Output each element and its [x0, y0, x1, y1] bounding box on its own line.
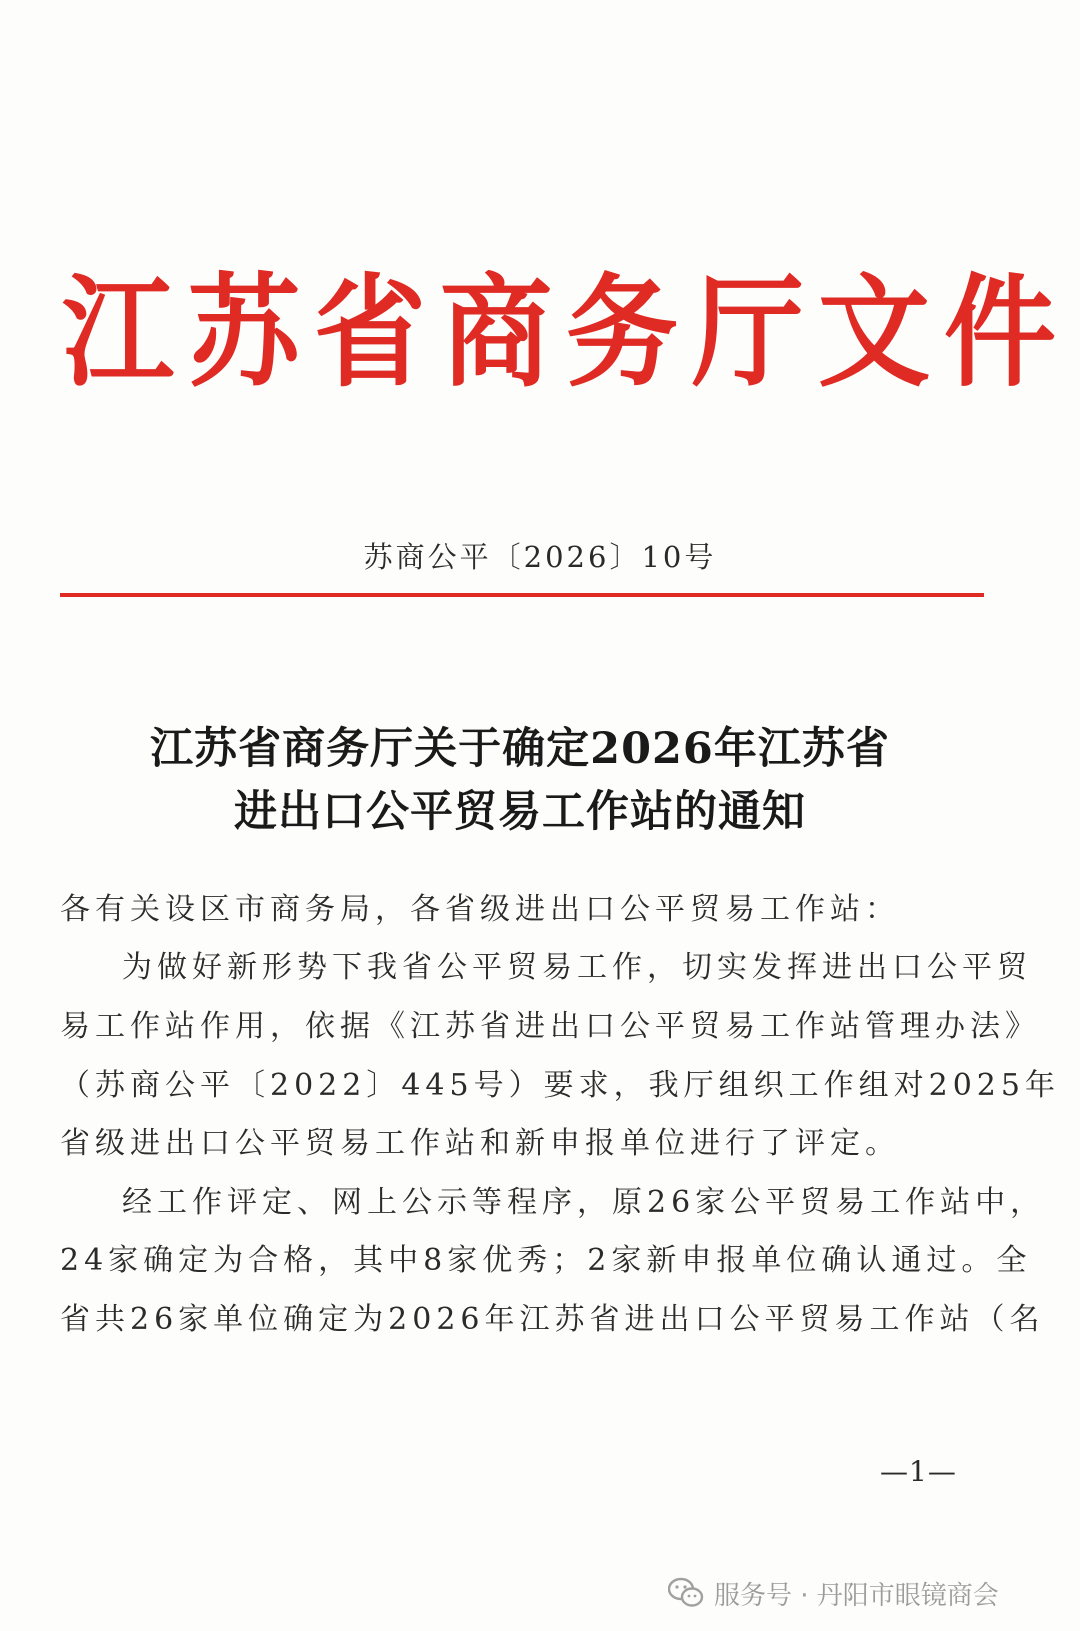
wechat-icon: [668, 1577, 704, 1609]
body-text-line: 24家确定为合格，其中8家优秀；2家新申报单位确认通过。全: [60, 1243, 1032, 1278]
salutation-line: 各有关设区市商务局，各省级进出口公平贸易工作站：: [60, 892, 900, 927]
watermark: [668, 1573, 999, 1613]
body-text-line: 为做好新形势下我省公平贸易工作，切实发挥进出口公平贸: [122, 950, 1032, 985]
notice-title-line-2: 进出口公平贸易工作站的通知: [234, 787, 806, 837]
watermark-text: 服务号 · 丹阳市眼镜商会: [714, 1580, 999, 1611]
body-text-line: （苏商公平〔2022〕445号）要求，我厅组织工作组对2025年: [60, 1068, 1060, 1103]
body-text-line: 经工作评定、网上公示等程序，原26家公平贸易工作站中，: [122, 1185, 1046, 1220]
page-number: —1—: [880, 1455, 957, 1488]
document-header-title: 江苏省商务厅文件: [62, 262, 1070, 404]
body-text-line: 省共26家单位确定为2026年江苏省进出口公平贸易工作站（名: [60, 1302, 1045, 1337]
body-text-line: 易工作站作用，依据《江苏省进出口公平贸易工作站管理办法》: [60, 1009, 1040, 1044]
body-text-line: 省级进出口公平贸易工作站和新申报单位进行了评定。: [60, 1126, 900, 1161]
notice-title-line-1: 江苏省商务厅关于确定2026年江苏省: [150, 724, 890, 774]
red-divider-line: [60, 593, 984, 597]
document-number: 苏商公平〔2026〕10号: [363, 540, 717, 574]
